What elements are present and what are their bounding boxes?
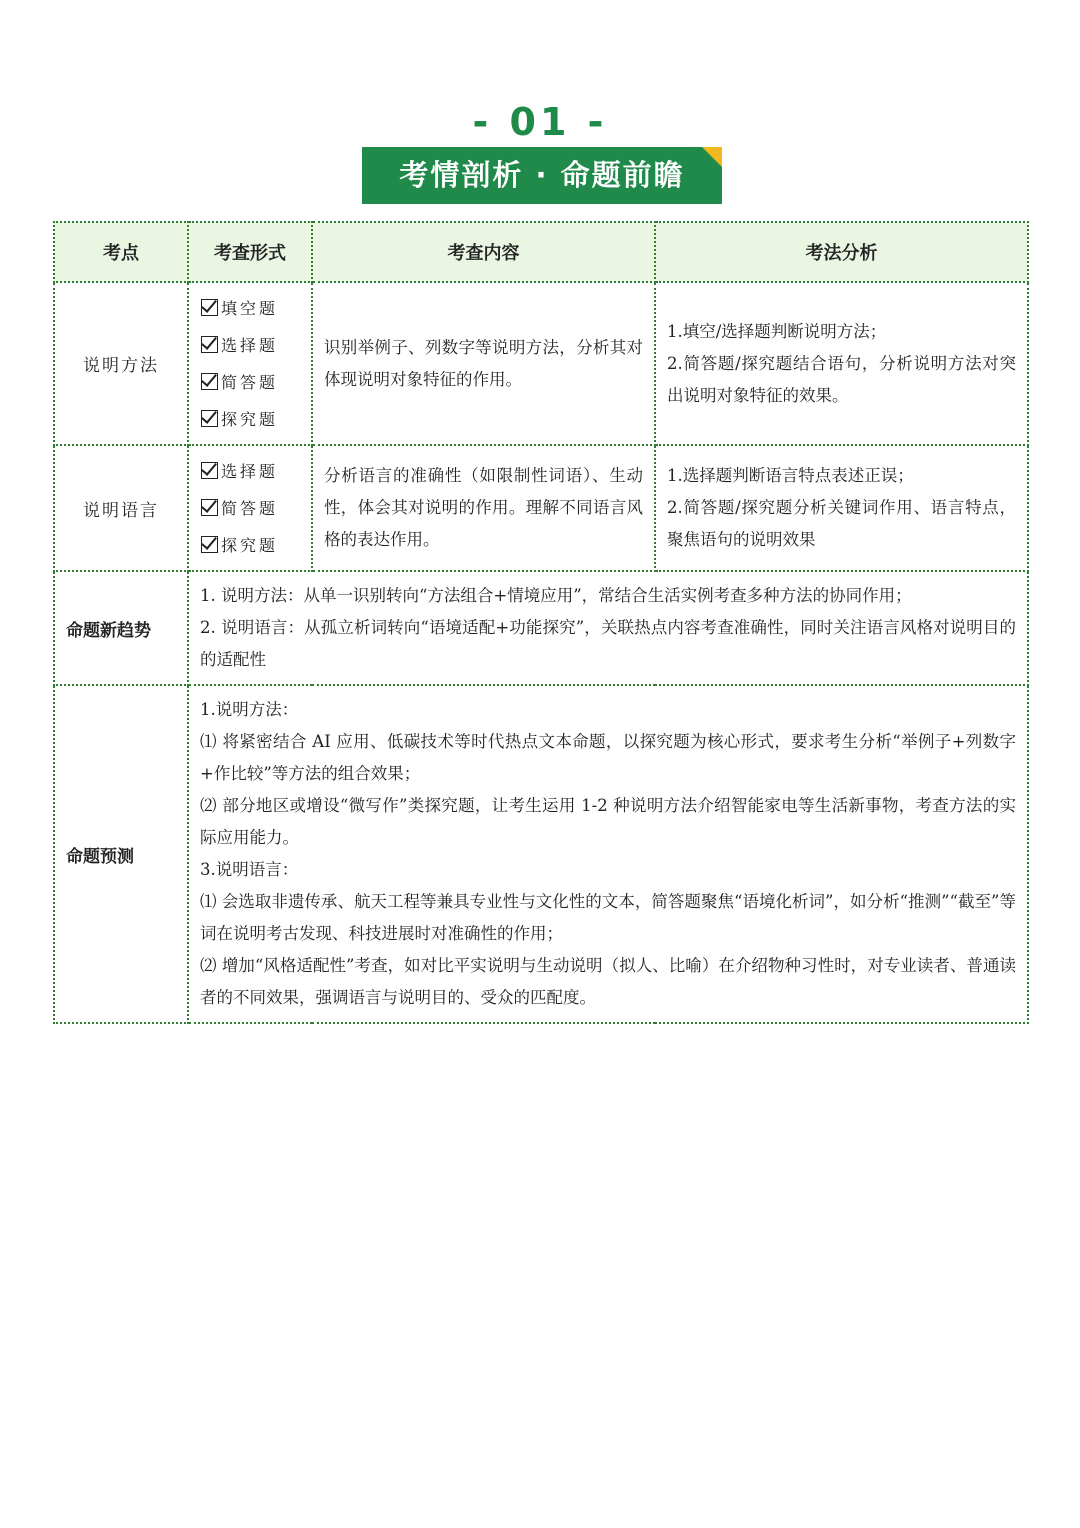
section-banner: [362, 147, 722, 204]
header-content: 考查内容: [312, 222, 655, 282]
checkbox-checked-icon: [201, 536, 218, 553]
forecast-label: 命题预测: [54, 685, 188, 1023]
table-header-row: [54, 222, 1028, 282]
exam-analysis-table: [53, 221, 1029, 1024]
checkbox-checked-icon: [201, 462, 218, 479]
header-analysis: 考法分析: [655, 222, 1028, 282]
banner-corner-decoration: [702, 147, 722, 167]
form-item: 简答题: [201, 364, 311, 401]
table-row: [54, 445, 1028, 571]
form-item: 探究题: [201, 527, 311, 564]
checkbox-checked-icon: [201, 336, 218, 353]
table-row: [54, 282, 1028, 445]
form-item: 探究题: [201, 401, 311, 438]
checkbox-checked-icon: [201, 373, 218, 390]
section-number: - 01 -: [472, 100, 608, 144]
form-item: 简答题: [201, 490, 311, 527]
trend-label: 命题新趋势: [54, 571, 188, 685]
checkbox-checked-icon: [201, 299, 218, 316]
form-item: 选择题: [201, 453, 311, 490]
trend-content: 1. 说明方法：从单一识别转向“方法组合+情境应用”，常结合生活实例考查多种方法的协同作用； 2. 说明语言：从孤立析词转向“语境适配+功能探究”，关联热点内容考查准确性，同时关注语言风格对说明目的的适配性: [188, 571, 1028, 685]
row-point: 说明语言: [54, 445, 188, 571]
checkbox-checked-icon: [201, 499, 218, 516]
form-item: 选择题: [201, 327, 311, 364]
row-content: 识别举例子、列数字等说明方法，分析其对体现说明对象特征的作用。: [312, 282, 655, 445]
row-content: 分析语言的准确性（如限制性词语）、生动性，体会其对说明的作用。理解不同语言风格的表达作用。: [312, 445, 655, 571]
row-analysis: 1.填空/选择题判断说明方法； 2.简答题/探究题结合语句，分析说明方法对突出说明对象特征的效果。: [655, 282, 1028, 445]
header-form: 考查形式: [188, 222, 312, 282]
header-point: 考点: [54, 222, 188, 282]
row-forms: [188, 282, 312, 445]
banner-title: 考情剖析 · 命题前瞻: [399, 158, 685, 192]
trend-row: [54, 571, 1028, 685]
row-forms: [188, 445, 312, 571]
row-point: 说明方法: [54, 282, 188, 445]
forecast-content: 1.说明方法： ⑴ 将紧密结合 AI 应用、低碳技术等时代热点文本命题，以探究题为核心形式，要求考生分析“举例子+列数字+作比较”等方法的组合效果； ⑵ 部分地区或增设“微写作”类探究题，让考生运用 1-2 种说明方法介绍智能家电等生活新事物，考查方法的实际应用能力。 3.说明语言： ⑴ 会选取非遗传承、航天工程等兼具专业性与文化性的文本，简答题聚焦“语境化析词”，如分析“推测”“截至”等词在说明考古发现、科技进展时对准确性的作用； ⑵ 增加“风格适配性”考查，如对比平实说明与生动说明（拟人、比喻）在介绍物种习性时，对专业读者、普通读者的不同效果，强调语言与说明目的、受众的匹配度。: [188, 685, 1028, 1023]
row-analysis: 1.选择题判断语言特点表述正误； 2.简答题/探究题分析关键词作用、语言特点，聚焦语句的说明效果: [655, 445, 1028, 571]
form-item: 填空题: [201, 290, 311, 327]
forecast-row: [54, 685, 1028, 1023]
checkbox-checked-icon: [201, 410, 218, 427]
